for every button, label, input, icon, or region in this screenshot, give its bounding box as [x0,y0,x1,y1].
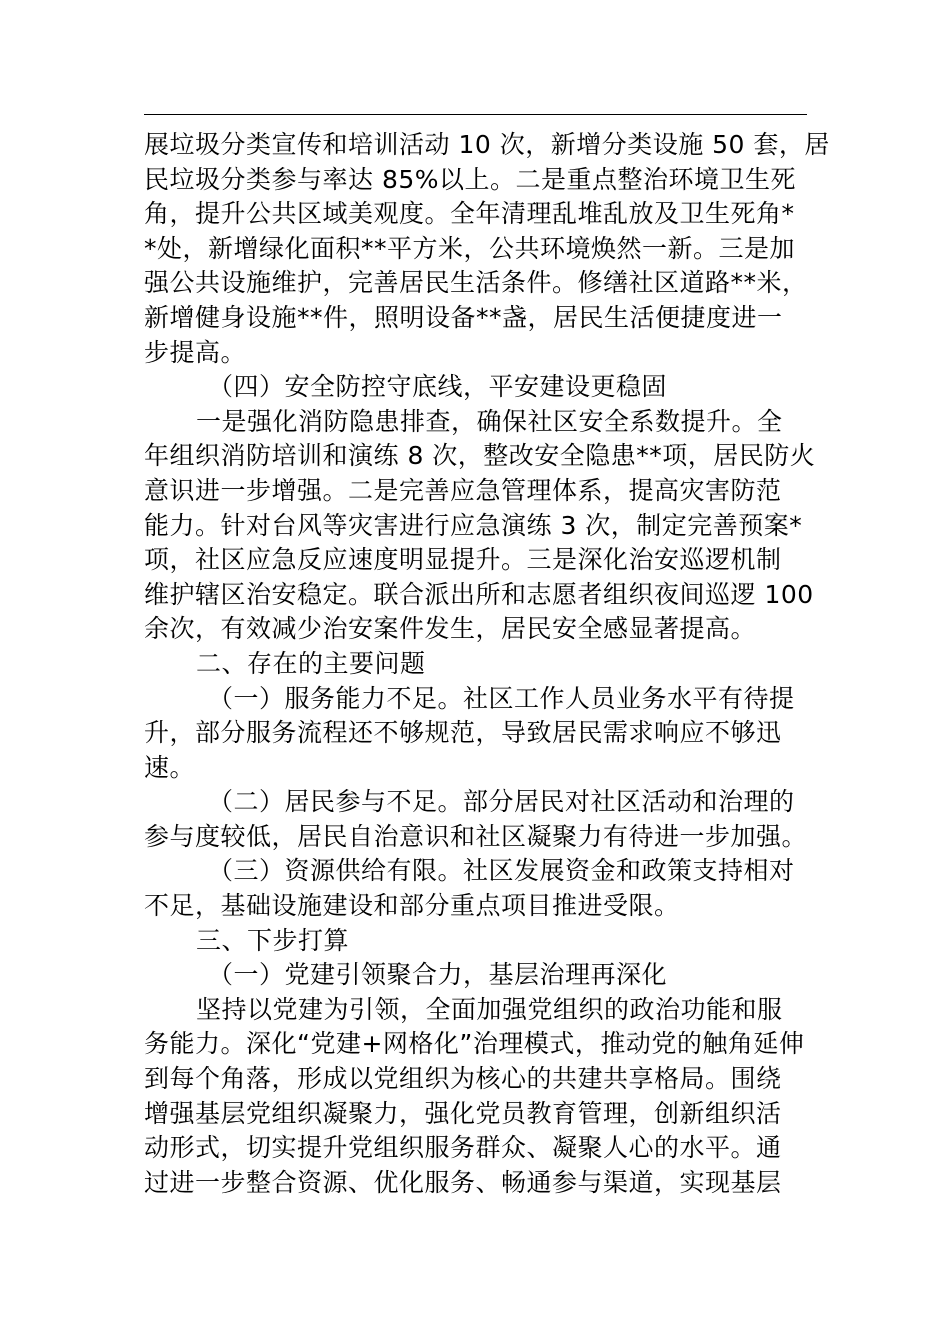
text-line: 强公共设施维护，完善居民生活条件。修缮社区道路**米， [144,268,808,298]
text-line: 意识进一步增强。二是完善应急管理体系，提高灾害防范 [144,475,782,505]
text-line: 升，部分服务流程还不够规范，导致居民需求响应不够迅 [144,718,782,748]
text-line: 余次，有效减少治安案件发生，居民安全感显著提高。 [144,614,757,644]
section-heading: 二、存在的主要问题 [196,648,426,678]
paragraph-start: 一是强化消防隐患排查，确保社区安全系数提升。全 [196,406,783,436]
text-line: 步提高。 [144,337,247,367]
text-line: 角，提升公共区域美观度。全年清理乱堆乱放及卫生死角* [144,199,795,229]
section-heading: （一）党建引领聚合力，基层治理再深化 [208,960,668,990]
text-line: 过进一步整合资源、优化服务、畅通参与渠道，实现基层 [144,1167,782,1197]
text-line: 参与度较低，居民自治意识和社区凝聚力有待进一步加强。 [144,821,808,851]
paragraph-start: （三）资源供给有限。社区发展资金和政策支持相对 [208,856,795,886]
text-line: 务能力。深化“党建+网格化”治理模式，推动党的触角延伸 [144,1029,805,1059]
text-line: 维护辖区治安稳定。联合派出所和志愿者组织夜间巡逻 100 [144,579,814,609]
paragraph-start: （一）服务能力不足。社区工作人员业务水平有待提 [208,683,795,713]
text-line: 动形式，切实提升党组织服务群众、凝聚人心的水平。通 [144,1133,782,1163]
text-line: 项，社区应急反应速度明显提升。三是深化治安巡逻机制 [144,545,782,575]
text-line: 年组织消防培训和演练 8 次，整改安全隐患**项，居民防火 [144,441,816,471]
text-line: 不足，基础设施建设和部分重点项目推进受限。 [144,891,680,921]
text-line: 增强基层党组织凝聚力，强化党员教育管理，创新组织活 [144,1098,782,1128]
text-line: 速。 [144,752,196,782]
text-line: 到每个角落，形成以党组织为核心的共建共享格局。围绕 [144,1064,782,1094]
text-line: 展垃圾分类宣传和培训活动 10 次，新增分类设施 50 套，居 [144,130,830,159]
document-body [144,128,844,1200]
text-line: *处，新增绿化面积**平方米，公共环境焕然一新。三是加 [144,233,796,263]
section-heading: 三、下步打算 [196,925,350,955]
section-heading: （四）安全防控守底线，平安建设更稳固 [208,372,668,402]
header-rule [144,114,807,115]
text-line: 新增健身设施**件，照明设备**盏，居民生活便捷度进一 [144,302,783,332]
text-line: 民垃圾分类参与率达 85%以上。二是重点整治环境卫生死 [144,164,797,194]
text-line: 能力。针对台风等灾害进行应急演练 3 次，制定完善预案* [144,510,803,540]
paragraph-start: 坚持以党建为引领，全面加强党组织的政治功能和服 [196,994,783,1024]
paragraph-start: （二）居民参与不足。部分居民对社区活动和治理的 [208,787,795,817]
